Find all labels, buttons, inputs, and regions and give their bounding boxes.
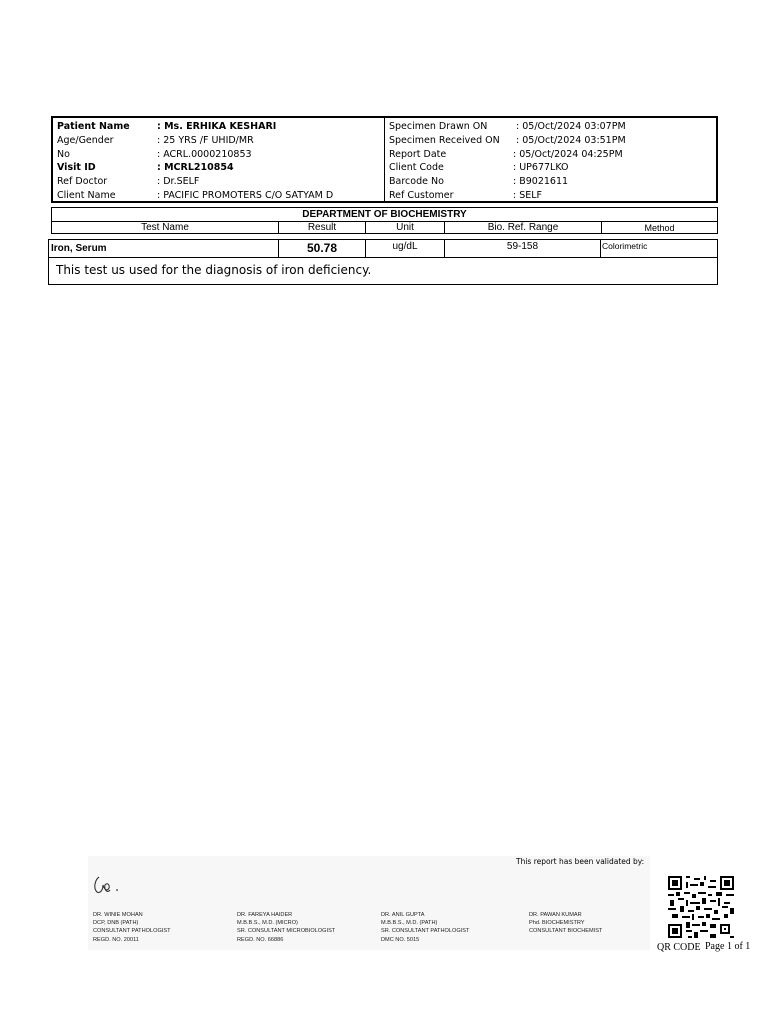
signatory-title: SR. CONSULTANT PATHOLOGIST xyxy=(381,928,470,935)
patient-name-value: : Ms. ERHIKA KESHARI xyxy=(157,121,277,132)
signatory-name: DR. PAWAN KUMAR xyxy=(529,912,582,918)
department-title: DEPARTMENT OF BIOCHEMISTRY xyxy=(302,209,467,220)
ref-customer-label: Ref Customer xyxy=(389,189,454,201)
col-header-unit: Unit xyxy=(396,222,414,233)
uhid-no-row xyxy=(57,148,333,162)
client-name-label: Client Name xyxy=(57,189,116,201)
visit-id-value: : MCRL210854 xyxy=(157,162,234,174)
age-gender-value: : 25 YRS /F UHID/MR xyxy=(157,134,254,146)
signatory-degree: M.B.B.S., M.D. (PATH) xyxy=(381,920,438,927)
signatory-degree: DCP, DNB (PATH) xyxy=(93,920,139,927)
col-header-range: Bio. Ref. Range xyxy=(487,222,559,233)
row-method: Colorimetric xyxy=(602,241,648,251)
department-header-box xyxy=(51,207,718,234)
specimen-received-label: Specimen Received ON xyxy=(389,134,500,146)
row-range: 59-158 xyxy=(506,241,539,252)
patient-name-label: Patient Name xyxy=(57,121,130,132)
signatory-title: SR. CONSULTANT MICROBIOLOGIST xyxy=(237,928,336,935)
signatory-degree: Phd. BIOCHEMISTRY xyxy=(529,920,585,927)
signatory-regd: REGD. NO. 66886 xyxy=(237,936,284,943)
uhid-no-label: No xyxy=(57,148,70,160)
client-code-row xyxy=(389,161,626,175)
visit-id-label: Visit ID xyxy=(57,162,96,174)
ref-doctor-label: Ref Doctor xyxy=(57,176,108,188)
specimen-drawn-value: : 05/Oct/2024 03:07PM xyxy=(513,121,626,132)
ref-customer-row xyxy=(389,189,626,203)
ref-doctor-row xyxy=(57,175,333,189)
report-date-label: Report Date xyxy=(389,148,447,160)
report-date-row xyxy=(389,148,626,162)
ref-doctor-value: : Dr.SELF xyxy=(157,176,200,188)
specimen-drawn-label: Specimen Drawn ON xyxy=(389,121,488,132)
specimen-received-row xyxy=(389,134,626,148)
signatory-name: DR. WINIE MOHAN xyxy=(93,912,143,918)
barcode-no-label: Barcode No xyxy=(389,176,444,188)
signatory-name: DR. ANIL GUPTA xyxy=(381,912,425,918)
client-name-row xyxy=(57,189,333,203)
barcode-no-value: : B9021611 xyxy=(513,176,569,188)
age-gender-label: Age/Gender xyxy=(57,134,114,146)
row-test-name: Iron, Serum xyxy=(51,243,107,254)
table-row xyxy=(48,239,718,258)
patient-details-box xyxy=(51,116,718,203)
row-unit: ug/dL xyxy=(392,241,418,252)
validated-text: This report has been validated by: xyxy=(516,857,645,866)
patient-box-divider xyxy=(384,118,385,201)
signatory-regd: REGD. NO. 20011 xyxy=(93,936,139,943)
client-name-value: : PACIFIC PROMOTERS C/O SATYAM D xyxy=(157,189,334,201)
signatory-4 xyxy=(529,911,602,936)
ref-customer-value: : SELF xyxy=(513,189,543,201)
signatory-title: CONSULTANT PATHOLOGIST xyxy=(93,928,171,935)
col-header-test-name: Test Name xyxy=(141,222,189,233)
col-header-result: Result xyxy=(307,222,337,233)
patient-left-column xyxy=(57,120,333,203)
report-date-value: : 05/Oct/2024 04:25PM xyxy=(513,148,623,160)
signatory-2 xyxy=(237,911,335,944)
patient-name-row xyxy=(57,120,333,134)
signatory-1 xyxy=(93,911,171,944)
client-code-label: Client Code xyxy=(389,162,444,174)
signatory-regd: DMC NO. 5015 xyxy=(381,936,420,943)
barcode-no-row xyxy=(389,175,626,189)
specimen-drawn-row xyxy=(389,120,626,134)
signature-image xyxy=(92,872,126,896)
age-gender-row xyxy=(57,134,333,148)
signatory-name: DR. FAREYA HAIDER xyxy=(237,912,293,918)
signatory-3 xyxy=(381,911,469,944)
page-number: Page 1 of 1 xyxy=(705,941,751,952)
row-result: 50.78 xyxy=(306,241,338,255)
qr-code-icon xyxy=(668,876,734,938)
specimen-received-value: : 05/Oct/2024 03:51PM xyxy=(513,134,626,146)
signatory-title: CONSULTANT BIOCHEMIST xyxy=(529,928,603,935)
note-box xyxy=(48,258,718,285)
specimen-right-column xyxy=(389,120,626,203)
footer-signature-panel xyxy=(88,856,650,950)
signatory-degree: M.B.B.S., M.D. (MICRO) xyxy=(237,920,298,927)
visit-id-row xyxy=(57,161,333,175)
uhid-no-value: : ACRL.0000210853 xyxy=(157,148,252,160)
note-text: This test us used for the diagnosis of iron deficiency. xyxy=(56,263,372,277)
client-code-value: : UP677LKO xyxy=(513,162,569,174)
qr-code-label: QR CODE xyxy=(657,942,701,953)
col-header-method: Method xyxy=(644,223,675,233)
row-separator xyxy=(600,240,601,257)
